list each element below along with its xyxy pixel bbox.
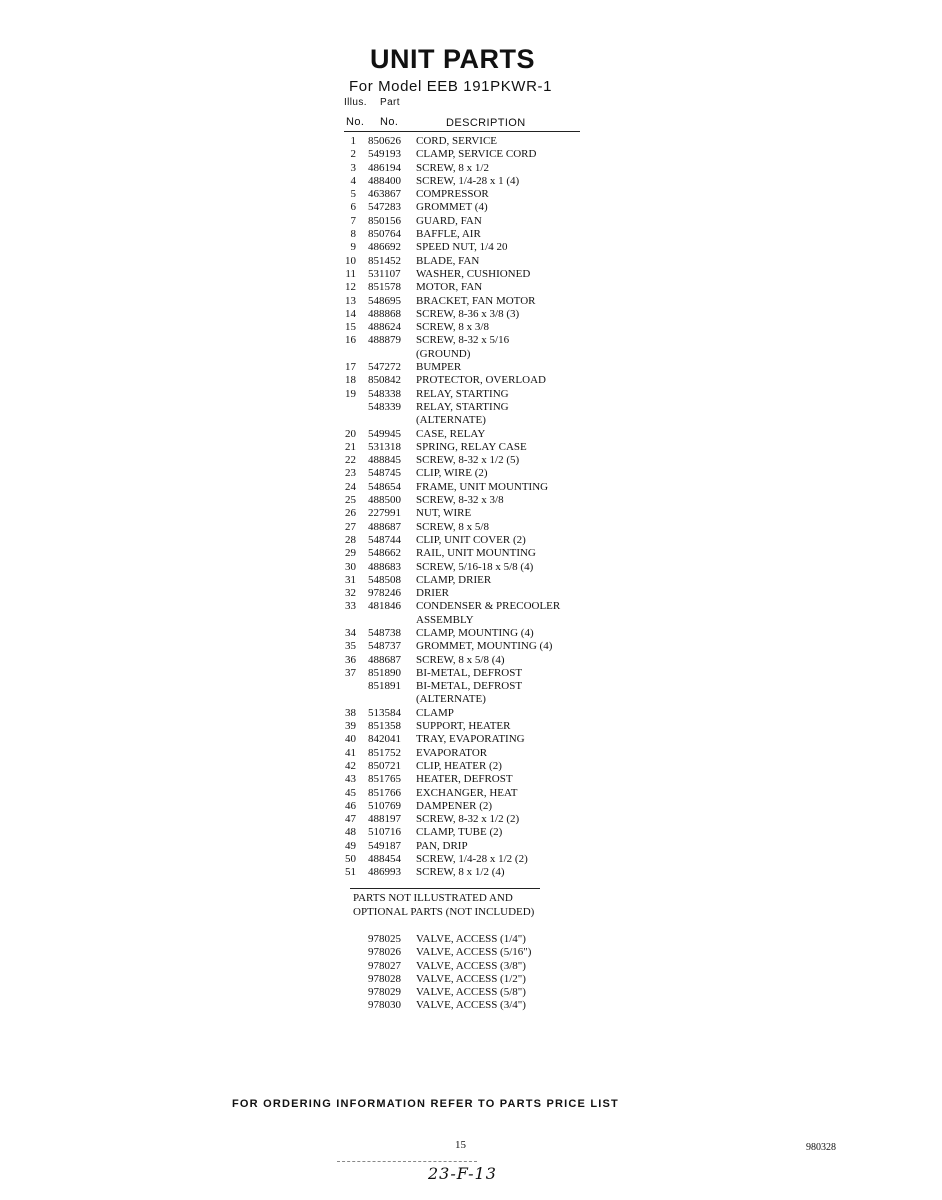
list-item — [344, 973, 604, 986]
illus-number: 49 — [345, 839, 356, 852]
illus-number — [344, 348, 368, 361]
part-number: 548695 — [368, 294, 401, 307]
list-item — [344, 640, 604, 653]
list-item — [344, 667, 604, 680]
list-item — [344, 733, 604, 746]
part-description: CLAMP, SERVICE CORD — [416, 148, 537, 161]
part-description: SCREW, 8-32 x 3/8 — [416, 494, 504, 507]
illus-number: 19 — [345, 387, 356, 400]
illus-number: 9 — [350, 241, 356, 254]
part-description: FRAME, UNIT MOUNTING — [416, 480, 549, 493]
list-item — [344, 946, 604, 959]
illus-number: 8 — [350, 228, 356, 241]
optional-parts-list — [344, 933, 604, 1013]
list-item — [344, 374, 604, 387]
illus-number — [344, 999, 368, 1012]
list-item — [344, 467, 604, 480]
illus-number: 24 — [345, 480, 356, 493]
part-number: 549193 — [368, 148, 401, 161]
illus-number: 27 — [345, 520, 356, 533]
illus-number — [344, 946, 368, 959]
illus-number: 17 — [345, 361, 356, 374]
header-divider — [344, 131, 580, 132]
part-description: SPEED NUT, 1/4 20 — [416, 241, 508, 254]
list-item — [344, 561, 604, 574]
part-number: 851752 — [368, 746, 401, 759]
part-number: 850626 — [368, 135, 401, 147]
part-description: BLADE, FAN — [416, 254, 480, 267]
list-item — [344, 534, 604, 547]
ordering-footer: FOR ORDERING INFORMATION REFER TO PARTS PRICE LIST — [232, 1098, 619, 1110]
illus-number: 38 — [345, 706, 356, 719]
part-number: 488197 — [368, 813, 401, 826]
list-item — [344, 654, 604, 667]
list-item — [344, 321, 604, 334]
part-number: 488687 — [368, 653, 401, 666]
part-number: 851578 — [368, 281, 401, 294]
part-description: SCREW, 8-36 x 3/8 (3) — [416, 307, 520, 320]
list-item — [344, 600, 604, 613]
part-description: BI-METAL, DEFROST — [416, 666, 523, 679]
part-number: 488683 — [368, 560, 401, 573]
part-description: (ALTERNATE) — [416, 414, 486, 427]
part-number: 547283 — [368, 201, 401, 214]
part-description: CLAMP, DRIER — [416, 573, 492, 586]
part-number: 548744 — [368, 533, 401, 546]
list-item — [344, 587, 604, 600]
list-item — [344, 760, 604, 773]
list-item — [344, 720, 604, 733]
list-item — [344, 960, 604, 973]
illus-number — [344, 614, 368, 627]
header-description: DESCRIPTION — [446, 117, 526, 129]
part-description: SCREW, 8-32 x 1/2 (5) — [416, 454, 520, 467]
list-item — [344, 188, 604, 201]
part-number: 850842 — [368, 374, 401, 387]
part-number: 548338 — [368, 387, 401, 400]
part-number: 978025 — [368, 933, 401, 945]
part-description: VALVE, ACCESS (5/8") — [416, 986, 526, 999]
part-number: 488687 — [368, 520, 401, 533]
part-number: 463867 — [368, 188, 401, 201]
illus-number: 37 — [345, 666, 356, 679]
part-number: 486993 — [368, 866, 401, 879]
list-item — [344, 787, 604, 800]
illus-number: 14 — [345, 307, 356, 320]
part-description: RAIL, UNIT MOUNTING — [416, 547, 536, 560]
part-number: 548662 — [368, 547, 401, 560]
part-number: 549187 — [368, 839, 401, 852]
list-item — [344, 933, 604, 946]
part-description: CLIP, HEATER (2) — [416, 759, 502, 772]
illus-number: 15 — [345, 321, 356, 334]
section-divider — [350, 888, 540, 889]
illus-number: 2 — [350, 148, 356, 161]
illus-number: 31 — [345, 573, 356, 586]
illus-number — [344, 960, 368, 973]
part-number: 227991 — [368, 507, 401, 520]
illus-number: 4 — [350, 174, 356, 187]
illus-number: 6 — [350, 201, 356, 214]
part-description: BRACKET, FAN MOTOR — [416, 294, 536, 307]
scan-marks — [337, 1161, 477, 1162]
list-item — [344, 175, 604, 188]
note-line: PARTS NOT ILLUSTRATED AND — [353, 892, 513, 904]
list-item — [344, 853, 604, 866]
part-number: 850156 — [368, 214, 401, 227]
part-description: SPRING, RELAY CASE — [416, 440, 527, 453]
part-description: CLAMP — [416, 706, 454, 719]
part-number: 488868 — [368, 307, 401, 320]
illus-number: 34 — [345, 626, 356, 639]
illus-number: 29 — [345, 547, 356, 560]
list-item — [344, 268, 604, 281]
header-part: Part — [380, 97, 400, 108]
list-item — [344, 680, 604, 693]
illus-number — [344, 973, 368, 986]
header-illus: Illus. — [344, 97, 367, 108]
part-description: CORD, SERVICE — [416, 135, 498, 147]
part-description: EXCHANGER, HEAT — [416, 786, 518, 799]
part-number: 510769 — [368, 799, 401, 812]
illus-number: 41 — [345, 746, 356, 759]
list-item — [344, 747, 604, 760]
part-number: 850721 — [368, 759, 401, 772]
part-number: 548654 — [368, 480, 401, 493]
part-number: 548738 — [368, 626, 401, 639]
illus-number — [344, 693, 368, 706]
list-item — [344, 507, 604, 520]
part-number: 842041 — [368, 733, 401, 746]
part-description: SCREW, 8 x 3/8 — [416, 321, 489, 334]
part-number — [368, 693, 416, 706]
part-number: 978029 — [368, 986, 401, 999]
list-item — [344, 361, 604, 374]
part-description: GUARD, FAN — [416, 214, 482, 227]
part-description: VALVE, ACCESS (5/16") — [416, 946, 532, 959]
part-number — [368, 348, 416, 361]
part-description: CONDENSER & PRECOOLER — [416, 600, 561, 613]
list-item — [344, 773, 604, 786]
illus-number: 32 — [345, 587, 356, 600]
part-description: COMPRESSOR — [416, 188, 489, 201]
part-description: WASHER, CUSHIONED — [416, 267, 531, 280]
part-number: 488500 — [368, 494, 401, 507]
illus-number: 46 — [345, 799, 356, 812]
list-item — [344, 481, 604, 494]
illus-number: 7 — [350, 214, 356, 227]
part-description: VALVE, ACCESS (3/4") — [416, 999, 526, 1012]
list-item — [344, 614, 604, 627]
illus-number: 16 — [345, 334, 356, 347]
list-item — [344, 866, 604, 879]
illus-number: 12 — [345, 281, 356, 294]
illus-number: 25 — [345, 494, 356, 507]
part-number: 547272 — [368, 361, 401, 374]
illus-number: 11 — [345, 267, 356, 280]
illus-number: 30 — [345, 560, 356, 573]
handwritten-note: 23-F-13 — [428, 1164, 497, 1183]
list-item — [344, 401, 604, 414]
part-number: 548737 — [368, 640, 401, 653]
list-item — [344, 281, 604, 294]
list-item — [344, 800, 604, 813]
illus-number — [344, 401, 368, 414]
header-part-no: No. — [380, 116, 399, 128]
list-item — [344, 428, 604, 441]
list-item — [344, 148, 604, 161]
list-item — [344, 388, 604, 401]
part-description: DRIER — [416, 587, 449, 600]
list-item — [344, 414, 604, 427]
list-item — [344, 693, 604, 706]
part-number: 851766 — [368, 786, 401, 799]
part-description: DAMPENER (2) — [416, 799, 493, 812]
part-number: 978030 — [368, 999, 401, 1012]
part-description: SCREW, 5/16-18 x 5/8 (4) — [416, 560, 534, 573]
part-description: SCREW, 1/4-28 x 1 (4) — [416, 174, 520, 187]
part-description: BAFFLE, AIR — [416, 228, 481, 241]
list-item — [344, 295, 604, 308]
part-number: 978027 — [368, 959, 401, 972]
list-item — [344, 308, 604, 321]
illus-number: 36 — [345, 653, 356, 666]
part-number: 488624 — [368, 321, 401, 334]
illus-number: 20 — [345, 427, 356, 440]
part-number: 488454 — [368, 853, 401, 866]
list-item — [344, 521, 604, 534]
not-illustrated-note — [353, 892, 534, 919]
parts-list — [344, 135, 604, 880]
illus-number: 40 — [345, 733, 356, 746]
part-number: 978026 — [368, 946, 401, 959]
part-number: 851452 — [368, 254, 401, 267]
illus-number — [344, 414, 368, 427]
part-description: (ALTERNATE) — [416, 693, 486, 706]
part-description: PAN, DRIP — [416, 839, 468, 852]
illus-number: 26 — [345, 507, 356, 520]
part-description: VALVE, ACCESS (1/4") — [416, 933, 526, 945]
part-description: SCREW, 8 x 1/2 (4) — [416, 866, 505, 879]
illus-number — [344, 933, 368, 946]
part-description: SCREW, 1/4-28 x 1/2 (2) — [416, 853, 528, 866]
document-number: 980328 — [806, 1142, 836, 1153]
illus-number: 39 — [345, 720, 356, 733]
part-description: EVAPORATOR — [416, 746, 488, 759]
part-number: 851765 — [368, 773, 401, 786]
part-description: CLIP, WIRE (2) — [416, 467, 488, 480]
part-description: TRAY, EVAPORATING — [416, 733, 525, 746]
list-item — [344, 201, 604, 214]
part-description: VALVE, ACCESS (1/2") — [416, 972, 526, 985]
part-number: 548508 — [368, 573, 401, 586]
part-number — [368, 614, 416, 627]
illus-number: 1 — [350, 135, 356, 147]
part-number: 488845 — [368, 454, 401, 467]
part-description: PROTECTOR, OVERLOAD — [416, 374, 546, 387]
part-description: CLAMP, MOUNTING (4) — [416, 626, 534, 639]
list-item — [344, 826, 604, 839]
part-number: 978028 — [368, 972, 401, 985]
note-line: OPTIONAL PARTS (NOT INCLUDED) — [353, 905, 535, 918]
illus-number: 51 — [345, 866, 356, 879]
illus-number: 42 — [345, 759, 356, 772]
list-item — [344, 334, 604, 347]
list-item — [344, 627, 604, 640]
part-description: NUT, WIRE — [416, 507, 472, 520]
part-description: GROMMET (4) — [416, 201, 488, 214]
list-item — [344, 454, 604, 467]
part-description: HEATER, DEFROST — [416, 773, 513, 786]
page-number: 15 — [455, 1139, 466, 1151]
part-description: SCREW, 8 x 5/8 — [416, 520, 489, 533]
part-number: 549945 — [368, 427, 401, 440]
list-item — [344, 574, 604, 587]
list-item — [344, 162, 604, 175]
illus-number: 50 — [345, 853, 356, 866]
illus-number: 35 — [345, 640, 356, 653]
part-description: SCREW, 8 x 5/8 (4) — [416, 653, 505, 666]
part-number — [368, 414, 416, 427]
part-description: ASSEMBLY — [416, 613, 474, 626]
list-item — [344, 228, 604, 241]
illus-number — [344, 986, 368, 999]
illus-number: 23 — [345, 467, 356, 480]
part-description: SCREW, 8-32 x 1/2 (2) — [416, 813, 520, 826]
list-item — [344, 215, 604, 228]
part-number: 531318 — [368, 440, 401, 453]
list-item — [344, 241, 604, 254]
illus-number — [344, 680, 368, 693]
part-description: RELAY, STARTING — [416, 387, 509, 400]
page-title: UNIT PARTS — [370, 44, 535, 74]
part-description: GROMMET, MOUNTING (4) — [416, 640, 553, 653]
illus-number: 22 — [345, 454, 356, 467]
list-item — [344, 494, 604, 507]
part-number: 851358 — [368, 720, 401, 733]
part-number: 481846 — [368, 600, 401, 613]
part-description: CLAMP, TUBE (2) — [416, 826, 503, 839]
illus-number: 47 — [345, 813, 356, 826]
part-number: 548339 — [368, 400, 401, 413]
part-number: 510716 — [368, 826, 401, 839]
illus-number: 45 — [345, 786, 356, 799]
part-number: 531107 — [368, 267, 401, 280]
illus-number: 21 — [345, 440, 356, 453]
illus-number: 33 — [345, 600, 356, 613]
illus-number: 48 — [345, 826, 356, 839]
list-item — [344, 441, 604, 454]
part-description: VALVE, ACCESS (3/8") — [416, 959, 526, 972]
part-number: 548745 — [368, 467, 401, 480]
illus-number: 18 — [345, 374, 356, 387]
list-item — [344, 707, 604, 720]
part-number: 513584 — [368, 706, 401, 719]
part-description: BUMPER — [416, 361, 462, 374]
part-description: RELAY, STARTING — [416, 400, 509, 413]
part-description: SCREW, 8 x 1/2 — [416, 161, 489, 174]
part-number: 851890 — [368, 666, 401, 679]
part-description: MOTOR, FAN — [416, 281, 483, 294]
part-description: CASE, RELAY — [416, 427, 486, 440]
part-description: BI-METAL, DEFROST — [416, 680, 523, 693]
part-number: 486194 — [368, 161, 401, 174]
list-item — [344, 840, 604, 853]
list-item — [344, 547, 604, 560]
part-description: SUPPORT, HEATER — [416, 720, 511, 733]
illus-number: 28 — [345, 533, 356, 546]
illus-number: 3 — [350, 161, 356, 174]
illus-number: 10 — [345, 254, 356, 267]
part-number: 978246 — [368, 587, 401, 600]
part-number: 488879 — [368, 334, 401, 347]
list-item — [344, 999, 604, 1012]
part-description: SCREW, 8-32 x 5/16 — [416, 334, 510, 347]
part-number: 851891 — [368, 680, 401, 693]
illus-number: 43 — [345, 773, 356, 786]
list-item — [344, 348, 604, 361]
part-number: 486692 — [368, 241, 401, 254]
header-illus-no: No. — [346, 116, 365, 128]
illus-number: 13 — [345, 294, 356, 307]
part-description: CLIP, UNIT COVER (2) — [416, 533, 526, 546]
part-description: (GROUND) — [416, 347, 471, 360]
list-item — [344, 986, 604, 999]
list-item — [344, 135, 604, 148]
list-item — [344, 255, 604, 268]
illus-number: 5 — [350, 188, 356, 201]
model-subtitle: For Model EEB 191PKWR-1 — [349, 78, 553, 95]
part-number: 850764 — [368, 228, 401, 241]
list-item — [344, 813, 604, 826]
part-number: 488400 — [368, 174, 401, 187]
